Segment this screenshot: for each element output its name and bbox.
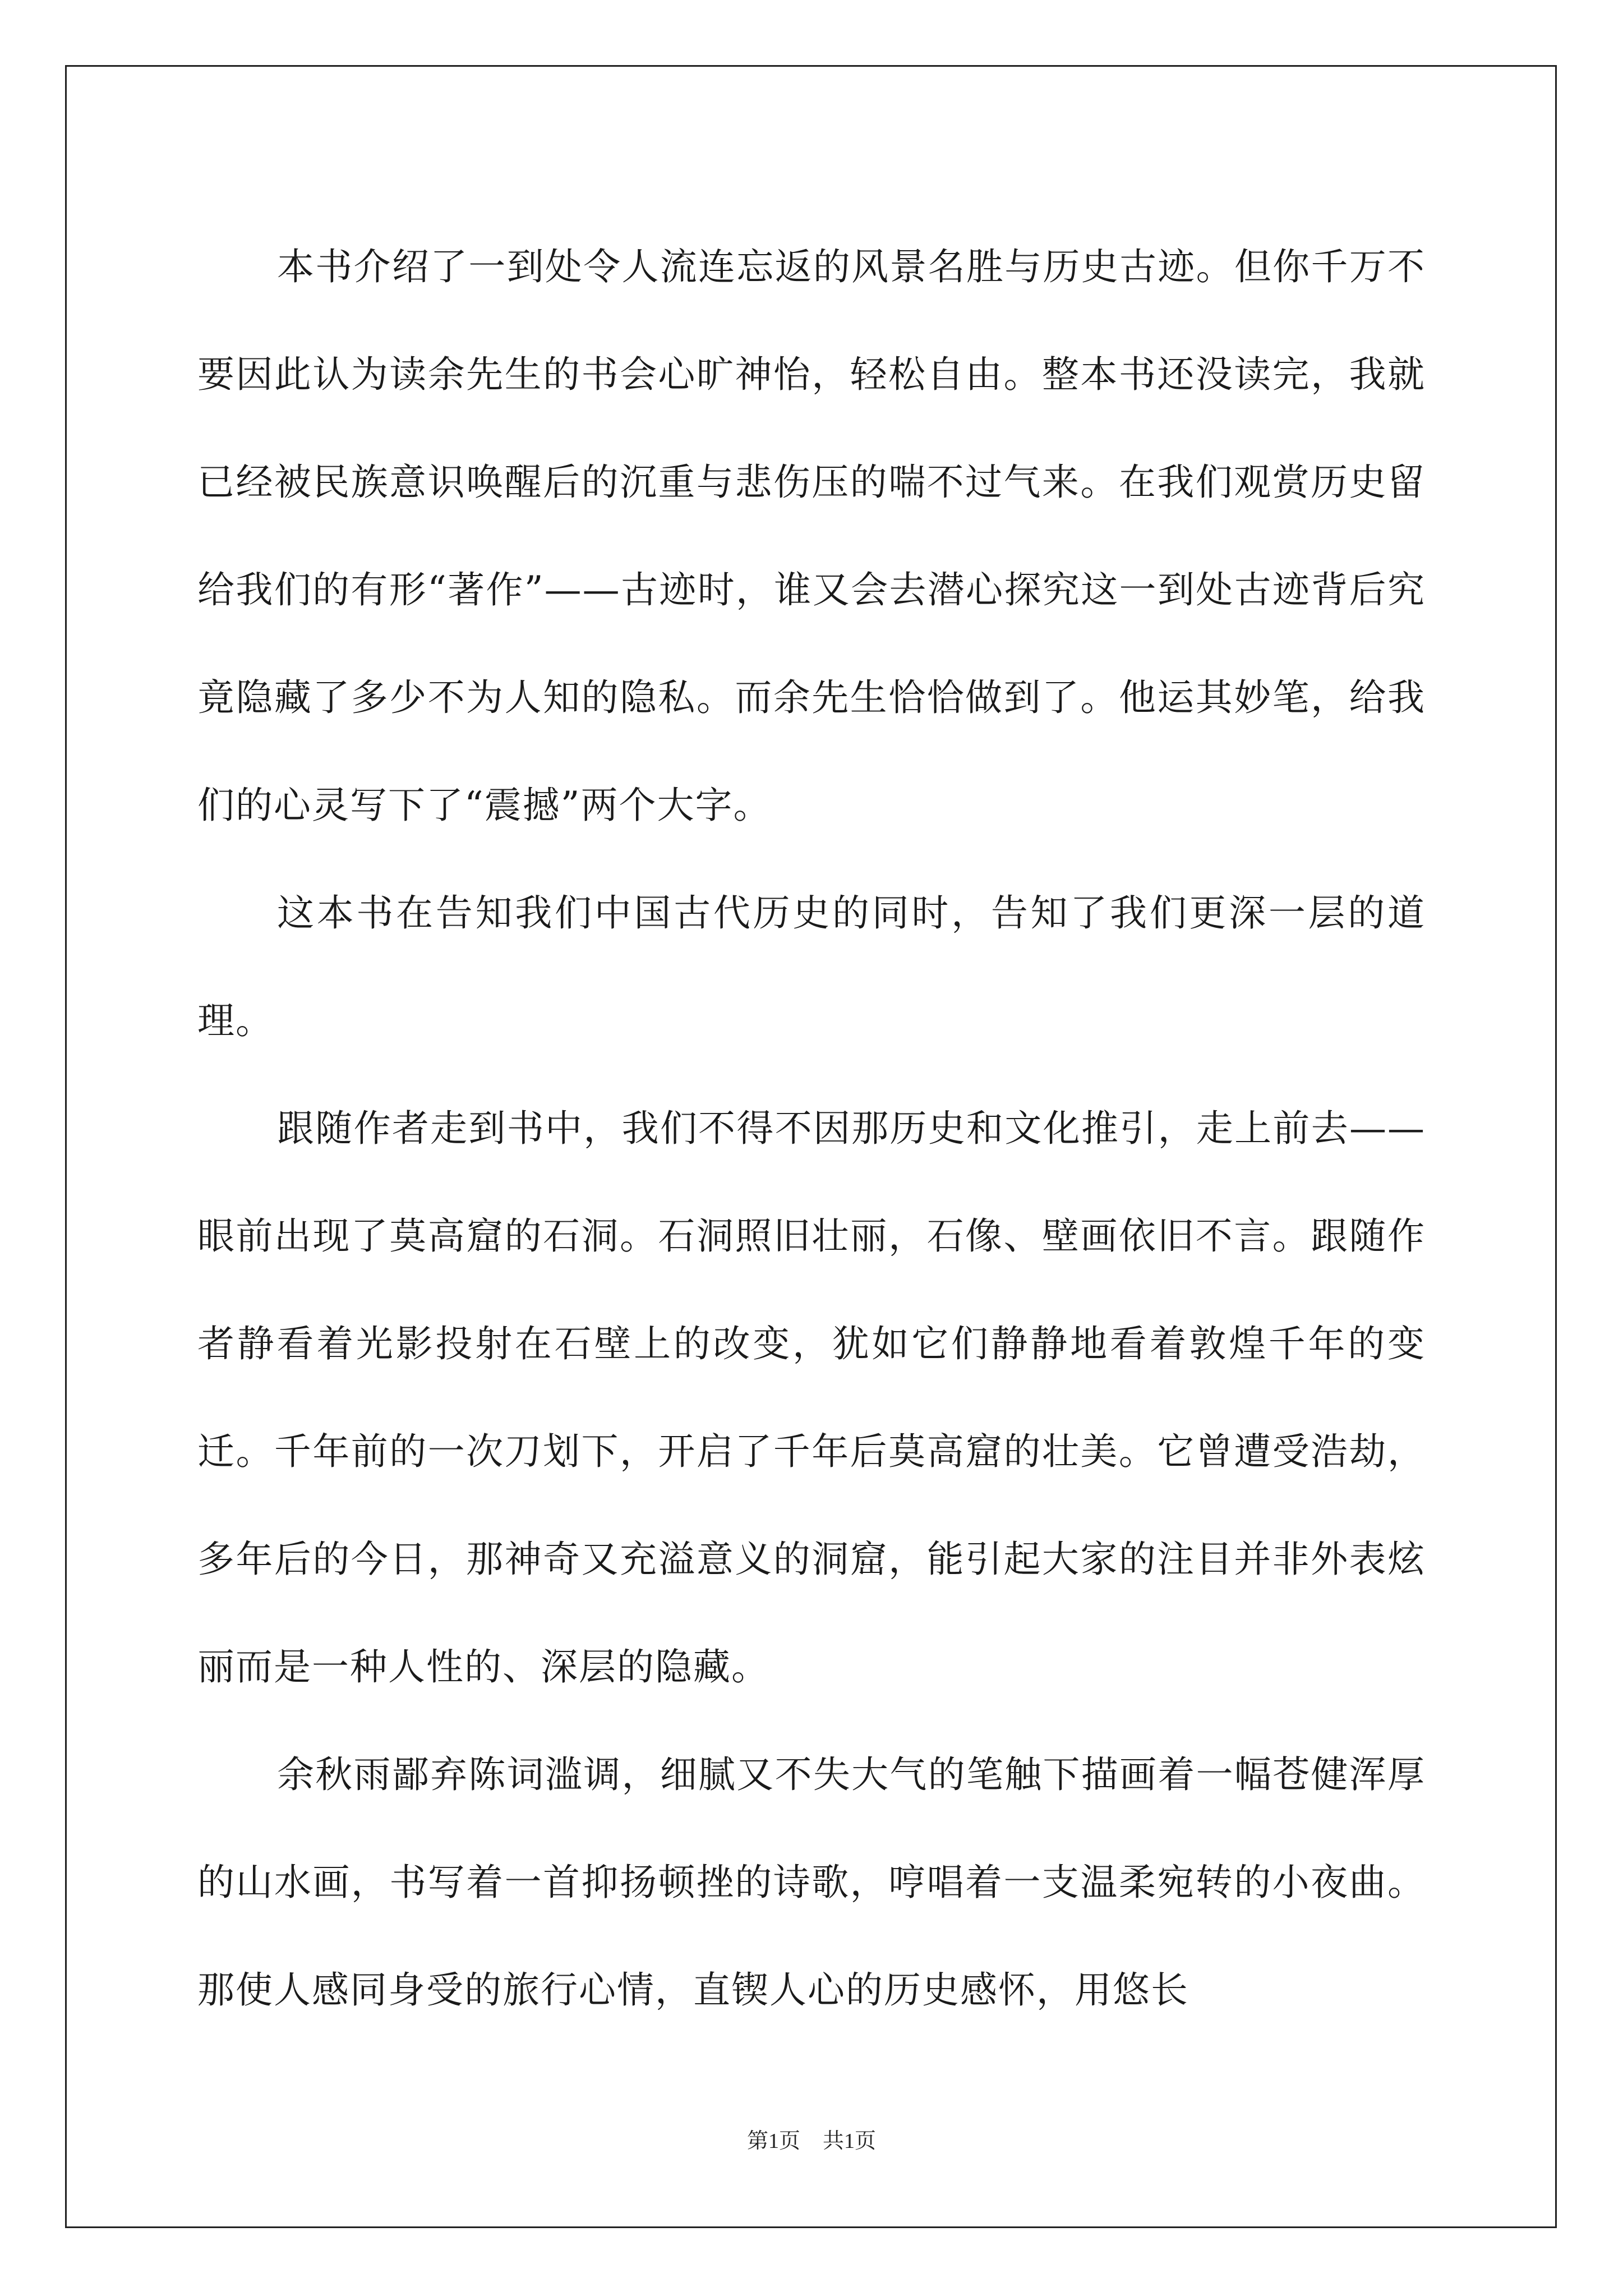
page-total: 共1页 [823,2129,877,2153]
paragraph: 这本书在告知我们中国古代历史的同时，告知了我们更深一层的道理。 [197,891,1426,1042]
paragraph: 余秋雨鄙弃陈词滥调，细腻又不失大气的笔触下描画着一幅苍健浑厚的山水画，书写着一首抑扬顿挫的诗歌，哼唱着一支温柔宛转的小夜曲。那使人感同身受的旅行心情，直锲人心的历史感怀，用悠长 [197,1753,1426,2012]
paragraph: 本书介绍了一到处令人流连忘返的风景名胜与历史古迹。但你千万不要因此认为读余先生的书会心旷神怡，轻松自由。整本书还没读完，我就已经被民族意识唤醒后的沉重与悲伤压的喘不过气来。在我们观赏历史留给我们的有形“著作”——古迹时，谁又会去潜心探究这一到处古迹背后究竟隐藏了多少不为人知的隐私。而余先生恰恰做到了。他运其妙笔，给我们的心灵写下了“震撼”两个大字。 [197,245,1426,827]
paragraph: 跟随作者走到书中，我们不得不因那历史和文化推引，走上前去——眼前出现了莫高窟的石洞。石洞照旧壮丽，石像、壁画依旧不言。跟随作者静看着光影投射在石壁上的改变，犹如它们静静地看着敦煌千年的变迁。千年前的一次刀划下，开启了千年后莫高窟的壮美。它曾遭受浩劫，多年后的今日，那神奇又充溢意义的洞窟，能引起大家的注目并非外表炫丽而是一种人性的、深层的隐藏。 [197,1107,1426,1688]
page-footer [0,2123,1623,2154]
document-body [197,213,1426,2044]
page-number: 第1页 [746,2129,800,2153]
